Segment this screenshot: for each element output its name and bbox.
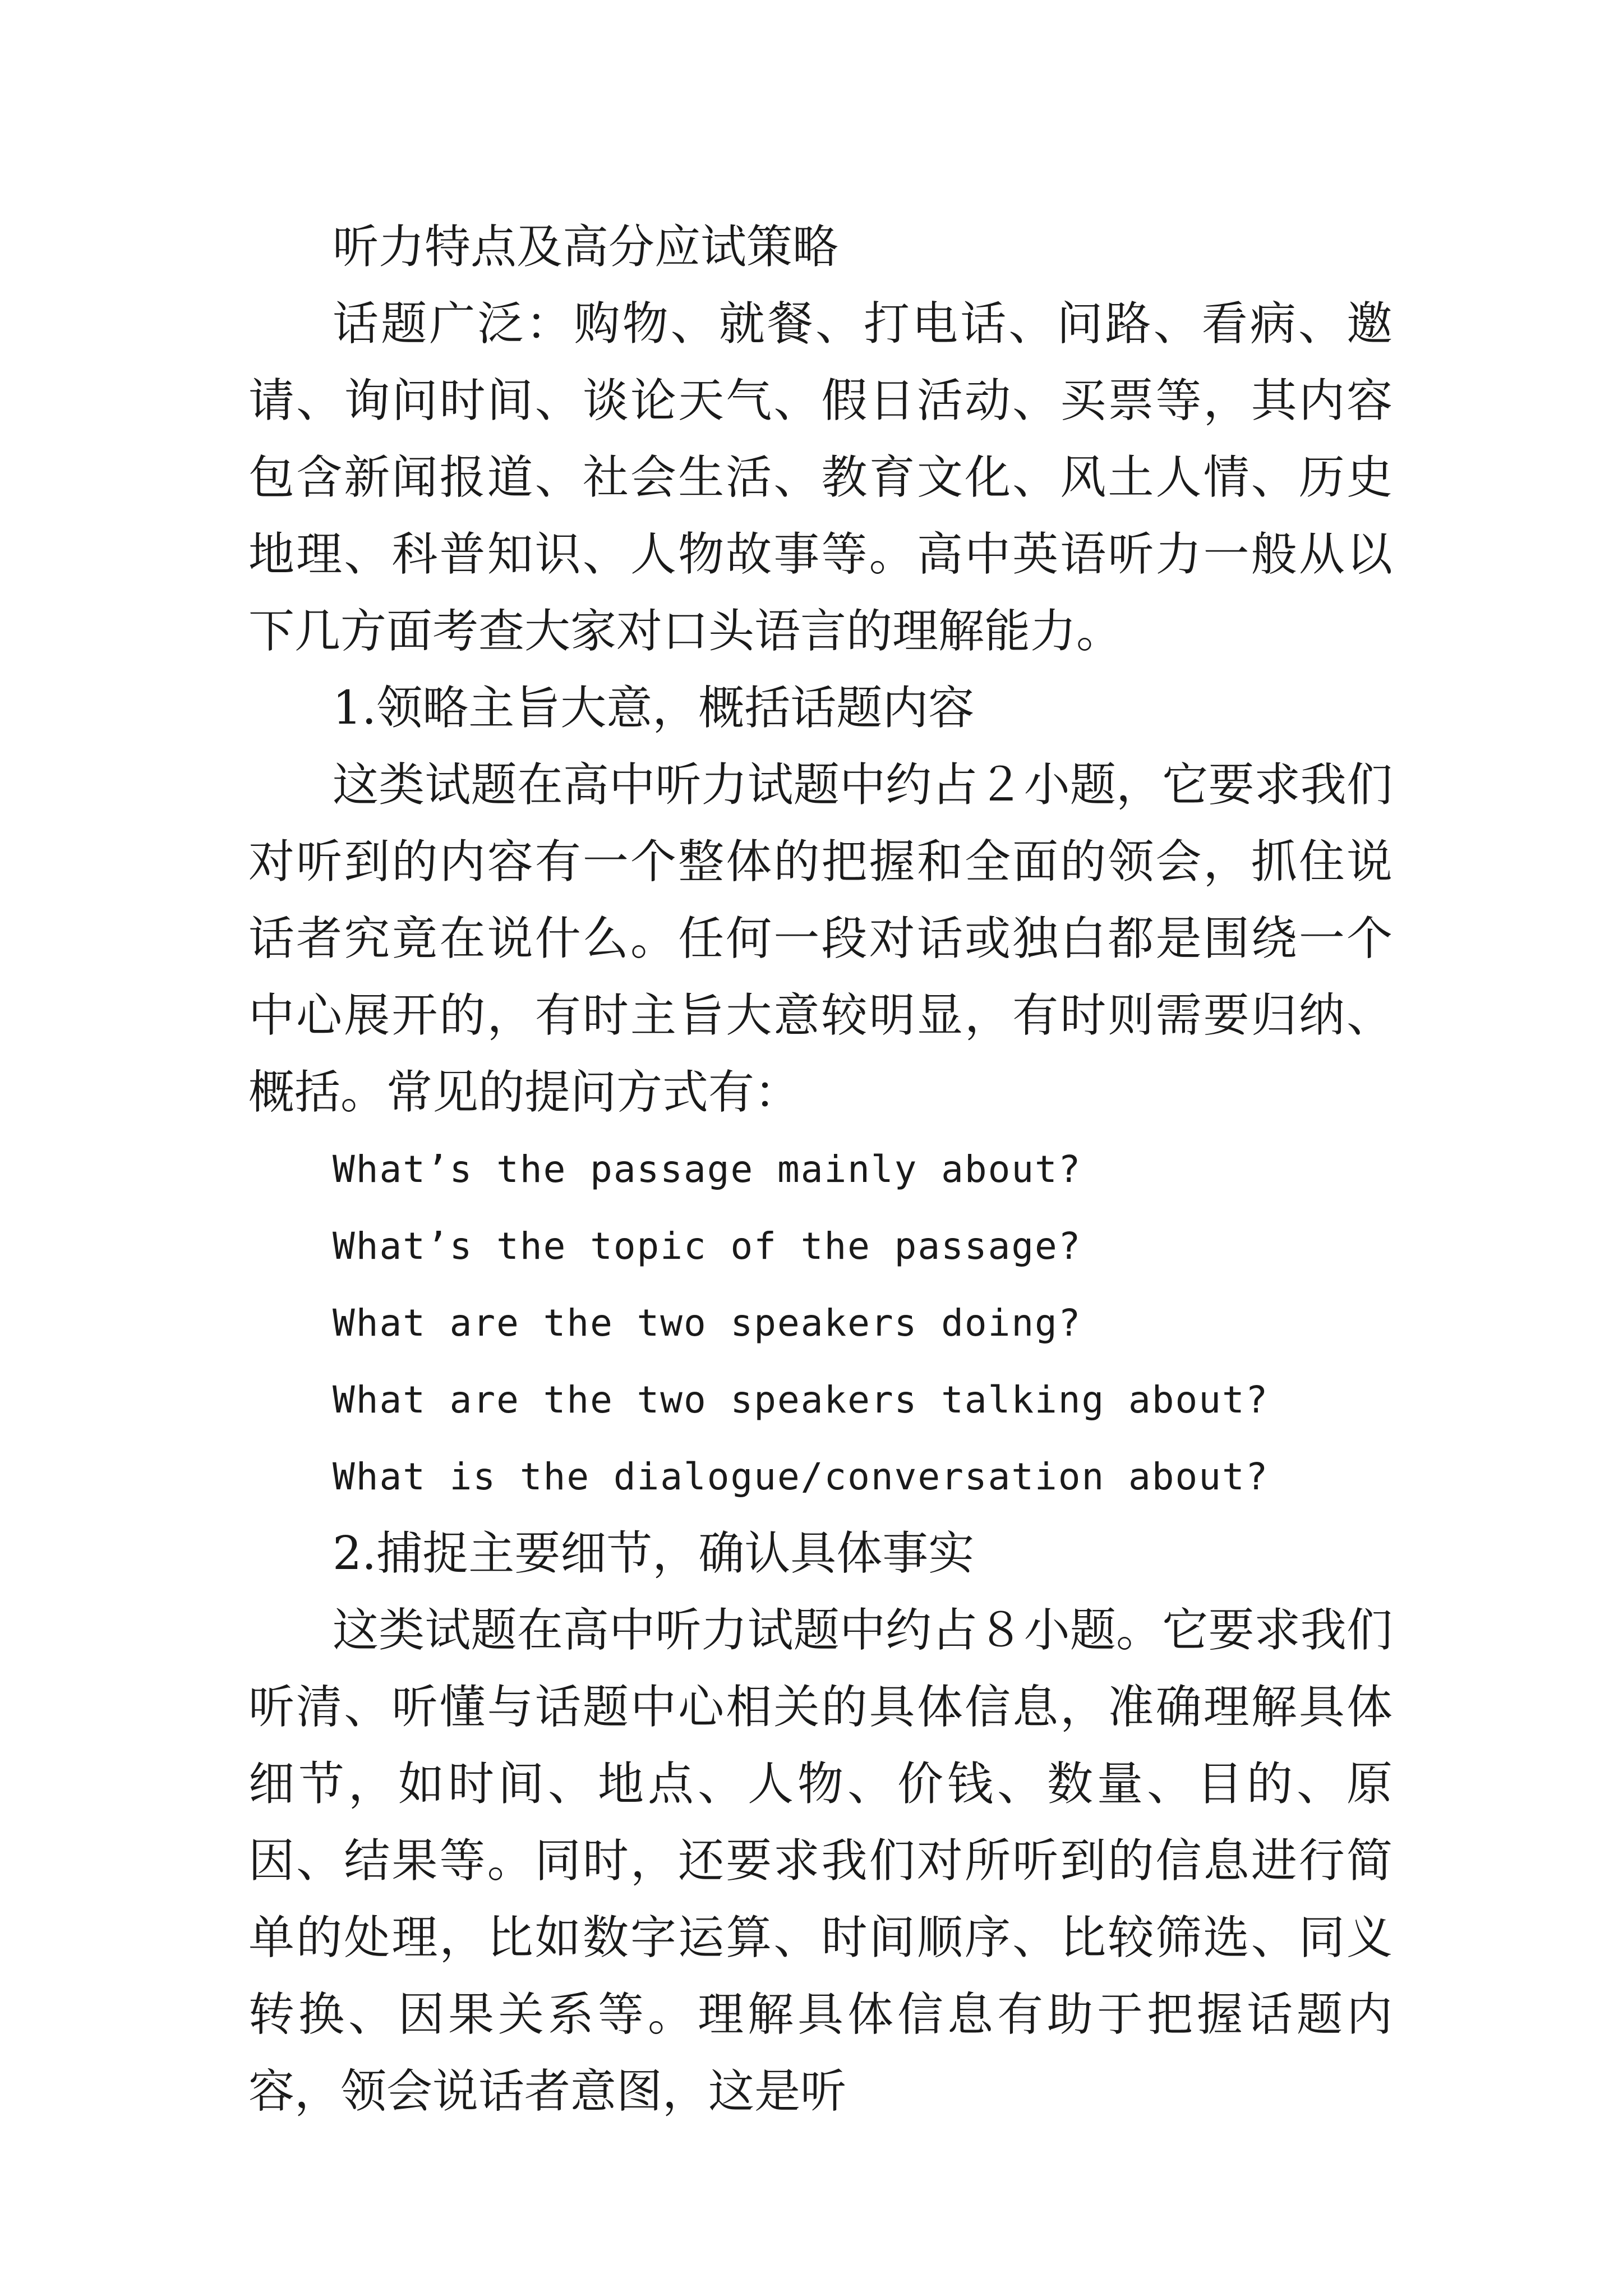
section-1-heading: 1.领略主旨大意，概括话题内容 bbox=[333, 682, 975, 735]
question-line: What’s the passage mainly about? bbox=[333, 1148, 1082, 1191]
document-title: 听力特点及高分应试策略 bbox=[333, 220, 839, 274]
question-line: What’s the topic of the passage? bbox=[333, 1225, 1082, 1268]
section-1-paragraph: 这类试题在高中听力试题中约占２小题，它要求我们对听到的内容有一个整体的把握和全面的领会，抓住说话者究竟在说什么。任何一段对话或独白都是围绕一个中心展开的，有时主旨大意较明显，有时则需要归纳、概括。常见的提问方式有： bbox=[248, 758, 1393, 1119]
question-line: What is the dialogue/conversation about? bbox=[333, 1455, 1269, 1498]
section-2-paragraph: 这类试题在高中听力试题中约占８小题。它要求我们听清、听懂与话题中心相关的具体信息，准确理解具体细节，如时间、地点、人物、价钱、数量、目的、原因、结果等。同时，还要求我们对所听到的信息进行简单的处理，比如数字运算、时间顺序、比较筛选、同义转换、因果关系等。理解具体信息有助于把握话题内容，领会说话者意图，这是听 bbox=[248, 1604, 1393, 2118]
question-line: What are the two speakers doing? bbox=[333, 1301, 1082, 1345]
section-2-heading: 2.捕捉主要细节，确认具体事实 bbox=[333, 1527, 975, 1580]
question-line: What are the two speakers talking about? bbox=[333, 1378, 1269, 1421]
intro-paragraph: 话题广泛：购物、就餐、打电话、问路、看病、邀请、询问时间、谈论天气、假日活动、买票等，其内容包含新闻报道、社会生活、教育文化、风土人情、历史地理、科普知识、人物故事等。高中英语听力一般从以下几方面考查大家对口头语言的理解能力。 bbox=[248, 297, 1393, 658]
document-body bbox=[248, 209, 1393, 2130]
